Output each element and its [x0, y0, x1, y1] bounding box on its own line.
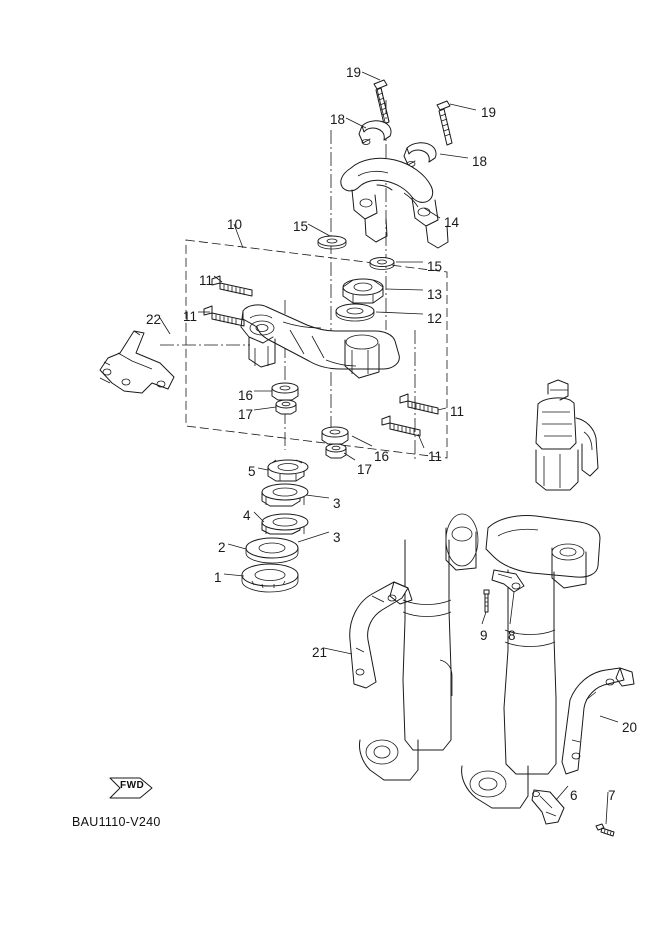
- bearing-2: [242, 564, 298, 592]
- callout-number-10: 10: [227, 217, 243, 232]
- callout-number-17a: 17: [238, 407, 254, 422]
- bearing-1: [264, 576, 268, 580]
- washer-12: [336, 304, 374, 321]
- callout-number-4: 4: [243, 508, 251, 523]
- callout-number-15a: 15: [293, 219, 309, 234]
- handlebar-holder-18b: [404, 143, 436, 167]
- leader-lines: [160, 72, 618, 824]
- bearing-race-3a: [262, 484, 308, 506]
- handlebar-bracket-14: [341, 158, 448, 248]
- diagram-code-label: BAU1110-V240: [72, 815, 161, 829]
- bolt-11b: [204, 306, 244, 326]
- callout-number-7: 7: [608, 788, 616, 803]
- screw-7: [596, 824, 614, 836]
- callout-number-11d: 11: [428, 449, 443, 464]
- callout-number-15b: 15: [427, 259, 443, 274]
- hose-guide-21: [350, 582, 412, 688]
- callout-number-2: 2: [218, 540, 226, 555]
- ring-nut-5: [268, 460, 308, 481]
- callout-number-16a: 16: [238, 388, 254, 403]
- callout-number-20: 20: [622, 720, 638, 735]
- callout-number-1: 1: [214, 570, 222, 585]
- callout-number-21: 21: [312, 645, 328, 660]
- under-bracket-body: [241, 305, 399, 378]
- callout-number-3a: 3: [333, 496, 341, 511]
- bolt-19a: [374, 80, 389, 124]
- callout-number-9: 9: [480, 628, 488, 643]
- washer-15a: [318, 236, 346, 249]
- callout-number-3b: 3: [333, 530, 341, 545]
- callout-number-18a: 18: [330, 112, 346, 127]
- bolt-19b: [437, 101, 452, 145]
- bolt-11d: [382, 416, 420, 436]
- collar-16b: [322, 427, 348, 444]
- callout-number-5: 5: [248, 464, 256, 479]
- fwd-marker-label: FWD: [120, 780, 145, 791]
- callout-number-16b: 16: [374, 449, 390, 464]
- bolt-9: [484, 590, 489, 612]
- callout-number-12: 12: [427, 311, 443, 326]
- steering-nut-13: [343, 279, 383, 303]
- callout-number-18b: 18: [472, 154, 488, 169]
- callout-number-14: 14: [444, 215, 460, 230]
- callout-number-6: 6: [570, 788, 578, 803]
- cable-bracket-22: [100, 331, 174, 393]
- callout-number-13: 13: [427, 287, 443, 302]
- callout-number-17b: 17: [357, 462, 373, 477]
- cable-holder-6: [532, 790, 564, 824]
- collar-16a: [272, 383, 298, 400]
- bearing-race-3b: [246, 538, 298, 563]
- callout-number-8: 8: [508, 628, 516, 643]
- callout-number-19b: 19: [481, 105, 497, 120]
- bolt-11c: [400, 394, 438, 414]
- callout-number-11a: 11: [199, 273, 214, 288]
- nut-17a: [276, 400, 296, 414]
- washer-15b: [370, 258, 394, 270]
- nut-17b: [326, 444, 346, 458]
- callout-number-22: 22: [146, 312, 162, 327]
- callout-number-19a: 19: [346, 65, 362, 80]
- dust-seal-4: [262, 514, 308, 534]
- callout-number-11b: 11: [183, 309, 198, 324]
- callout-number-11c: 11: [450, 404, 465, 419]
